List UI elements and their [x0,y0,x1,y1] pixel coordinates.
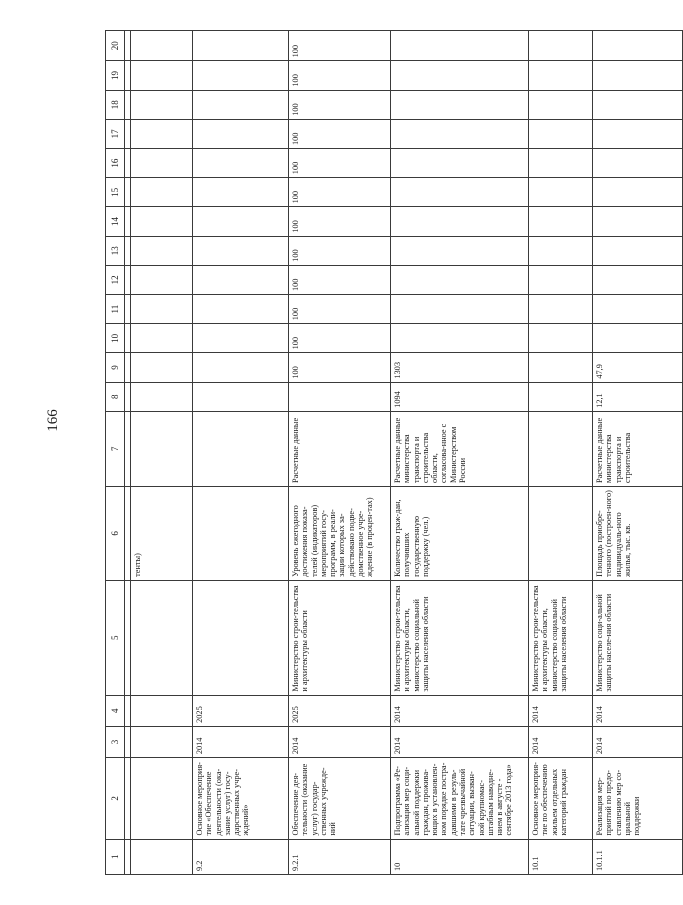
table-cell [529,324,593,353]
table-cell [193,486,289,580]
table-cell [193,353,289,382]
table-cell [193,411,289,486]
table-cell [193,149,289,178]
table-cell: 12,1 [593,382,683,411]
table-cell [391,31,529,61]
column-header: 17 [106,119,125,148]
table-cell: 2014 [593,726,683,757]
table-cell [529,265,593,294]
table-cell [193,236,289,265]
table-cell [593,149,683,178]
table-cell: Министерство строи-тельства и архитектуры области, министерство социальной защиты населения области [391,580,529,695]
column-header: 3 [106,726,125,757]
table-cell: 2014 [391,726,529,757]
table-cell [131,726,193,757]
table-cell [391,265,529,294]
table-cell: 47,9 [593,353,683,382]
table-cell: 100 [289,265,391,294]
column-header: 7 [106,411,125,486]
table-cell [529,411,593,486]
column-header: 15 [106,178,125,207]
table-row [593,31,683,875]
table-cell: Уровень ежегодного достижения показа-телей (индикаторов) мероприятий госу-программ, в реали-зации которых за-действовано подве-домственное учре-ждение (в процен-тах) [289,486,391,580]
table-cell: Министерство соци-альной защиты населе-ния области [593,580,683,695]
table-cell [593,178,683,207]
column-header: 10 [106,324,125,353]
header-row [106,31,125,875]
table-row [391,31,529,875]
table-cell [193,119,289,148]
table-cell: Количество граж-дан, получивших государственную поддержку (чел.) [391,486,529,580]
table-cell: 100 [289,295,391,324]
table-cell: 2014 [529,726,593,757]
table-cell [131,90,193,119]
table-row [289,31,391,875]
column-header: 2 [106,758,125,839]
table-cell: 100 [289,353,391,382]
table-cell: 2025 [193,695,289,726]
table-cell [131,149,193,178]
table-cell [391,295,529,324]
table-cell [193,31,289,61]
table-cell [131,207,193,236]
table-cell: 10 [391,839,529,874]
table-cell [529,486,593,580]
table-row [529,31,593,875]
table-cell: 100 [289,178,391,207]
column-header: 13 [106,236,125,265]
table-cell [391,119,529,148]
table-cell [131,758,193,839]
table-cell [529,61,593,90]
rotated-table-container [105,30,642,875]
table-cell [131,119,193,148]
column-header: 20 [106,31,125,61]
table-row [193,31,289,875]
table-cell: 9.2.1 [289,839,391,874]
column-header: 11 [106,295,125,324]
table-cell [193,580,289,695]
table-cell [529,207,593,236]
table-cell [529,90,593,119]
table-cell [391,236,529,265]
table-cell: Площадь приобре-тенного (построен-ного) индивидуаль-ного жилья, тыс. кв. [593,486,683,580]
table-cell: 9.2 [193,839,289,874]
page-number: 166 [44,409,61,432]
column-header: 18 [106,90,125,119]
table-cell [193,61,289,90]
table-cell: 2014 [193,726,289,757]
table-row [131,31,193,875]
table-cell [593,61,683,90]
table-cell [193,265,289,294]
column-header: 4 [106,695,125,726]
table-cell: 100 [289,31,391,61]
table-cell: Расчетные данные министерства транспорта и строительства области, согласова-нное с Министерством России [391,411,529,486]
table-cell: 2014 [289,726,391,757]
table-cell [131,236,193,265]
column-header: 1 [106,839,125,874]
table-cell [131,265,193,294]
table-cell [529,31,593,61]
table-cell [529,178,593,207]
table-cell [593,31,683,61]
table-cell [131,178,193,207]
column-header: 12 [106,265,125,294]
table-cell [193,178,289,207]
table-cell: Расчетные данные [289,411,391,486]
table-cell [131,353,193,382]
table-cell [391,90,529,119]
table-cell [593,90,683,119]
table-cell [193,207,289,236]
table-cell: 2025 [289,695,391,726]
table-cell: Реализация мер-приятий по предо-ставлению мер со-циальной поддержки [593,758,683,839]
table-cell [131,324,193,353]
table-cell: Министерство строи-тельства и архитектуры области, министерство социальной защиты населения области [529,580,593,695]
table-cell: 1303 [391,353,529,382]
table-cell: 100 [289,61,391,90]
table-cell: 100 [289,149,391,178]
table-cell: 2014 [529,695,593,726]
table-cell [131,695,193,726]
table-cell: 100 [289,324,391,353]
table-cell [193,382,289,411]
table-cell: 2014 [391,695,529,726]
table-cell: 100 [289,207,391,236]
table-cell: Подпрограмма «Ре-ализация мер соци-альной поддержки граждан, прожива-ющих в установлен-ном порядке постра-давшими в резуль-тате чрезвычайной ситуации, вызван-ной крупномас-штабным наводне-нием в августе - сентябре 2013 года» [391,758,529,839]
table-body [106,31,683,875]
table-cell: тенты) [131,486,193,580]
table-cell [391,178,529,207]
column-header: 19 [106,61,125,90]
column-header: 8 [106,382,125,411]
table-cell: 100 [289,236,391,265]
table-cell [131,61,193,90]
table-cell: Основное мероприя-тие «Обеспечение деятельности (ока-зание услуг) госу-дарственных учре-ждений» [193,758,289,839]
table-cell: 10.1 [529,839,593,874]
table-cell [391,149,529,178]
table-cell [593,265,683,294]
table-cell [193,295,289,324]
table-cell [593,236,683,265]
table-cell: 100 [289,90,391,119]
table-cell [529,295,593,324]
table-cell [529,353,593,382]
table-cell [593,295,683,324]
table-cell [131,411,193,486]
table-cell: Министерство строи-тельства и архитектуры области [289,580,391,695]
table-cell [131,382,193,411]
column-header: 9 [106,353,125,382]
table-cell [131,31,193,61]
table-cell: Основное мероприя-тие по обеспечению жильем отдельных категорий граждан [529,758,593,839]
table-cell: 2014 [593,695,683,726]
table-cell [529,119,593,148]
table-cell: 1094 [391,382,529,411]
table-cell [529,382,593,411]
table-cell: Расчетные данные министерства транспорта и строительства [593,411,683,486]
table-cell [193,324,289,353]
table-cell [593,119,683,148]
table-cell [131,839,193,874]
table-cell [529,149,593,178]
table-cell [131,580,193,695]
table-cell [289,382,391,411]
column-header: 5 [106,580,125,695]
column-header: 16 [106,149,125,178]
column-header: 6 [106,486,125,580]
column-header: 14 [106,207,125,236]
table-cell [391,324,529,353]
table-cell: Обеспечение дея-тельности (оказание услуг) государ-ственных учрежде-ний [289,758,391,839]
table-cell [131,295,193,324]
table-cell [593,324,683,353]
indicator-table [105,30,683,875]
table-cell [593,207,683,236]
table-cell: 100 [289,119,391,148]
table-cell [529,236,593,265]
table-cell [193,90,289,119]
table-cell: 10.1.1 [593,839,683,874]
table-cell [391,207,529,236]
table-cell [391,61,529,90]
